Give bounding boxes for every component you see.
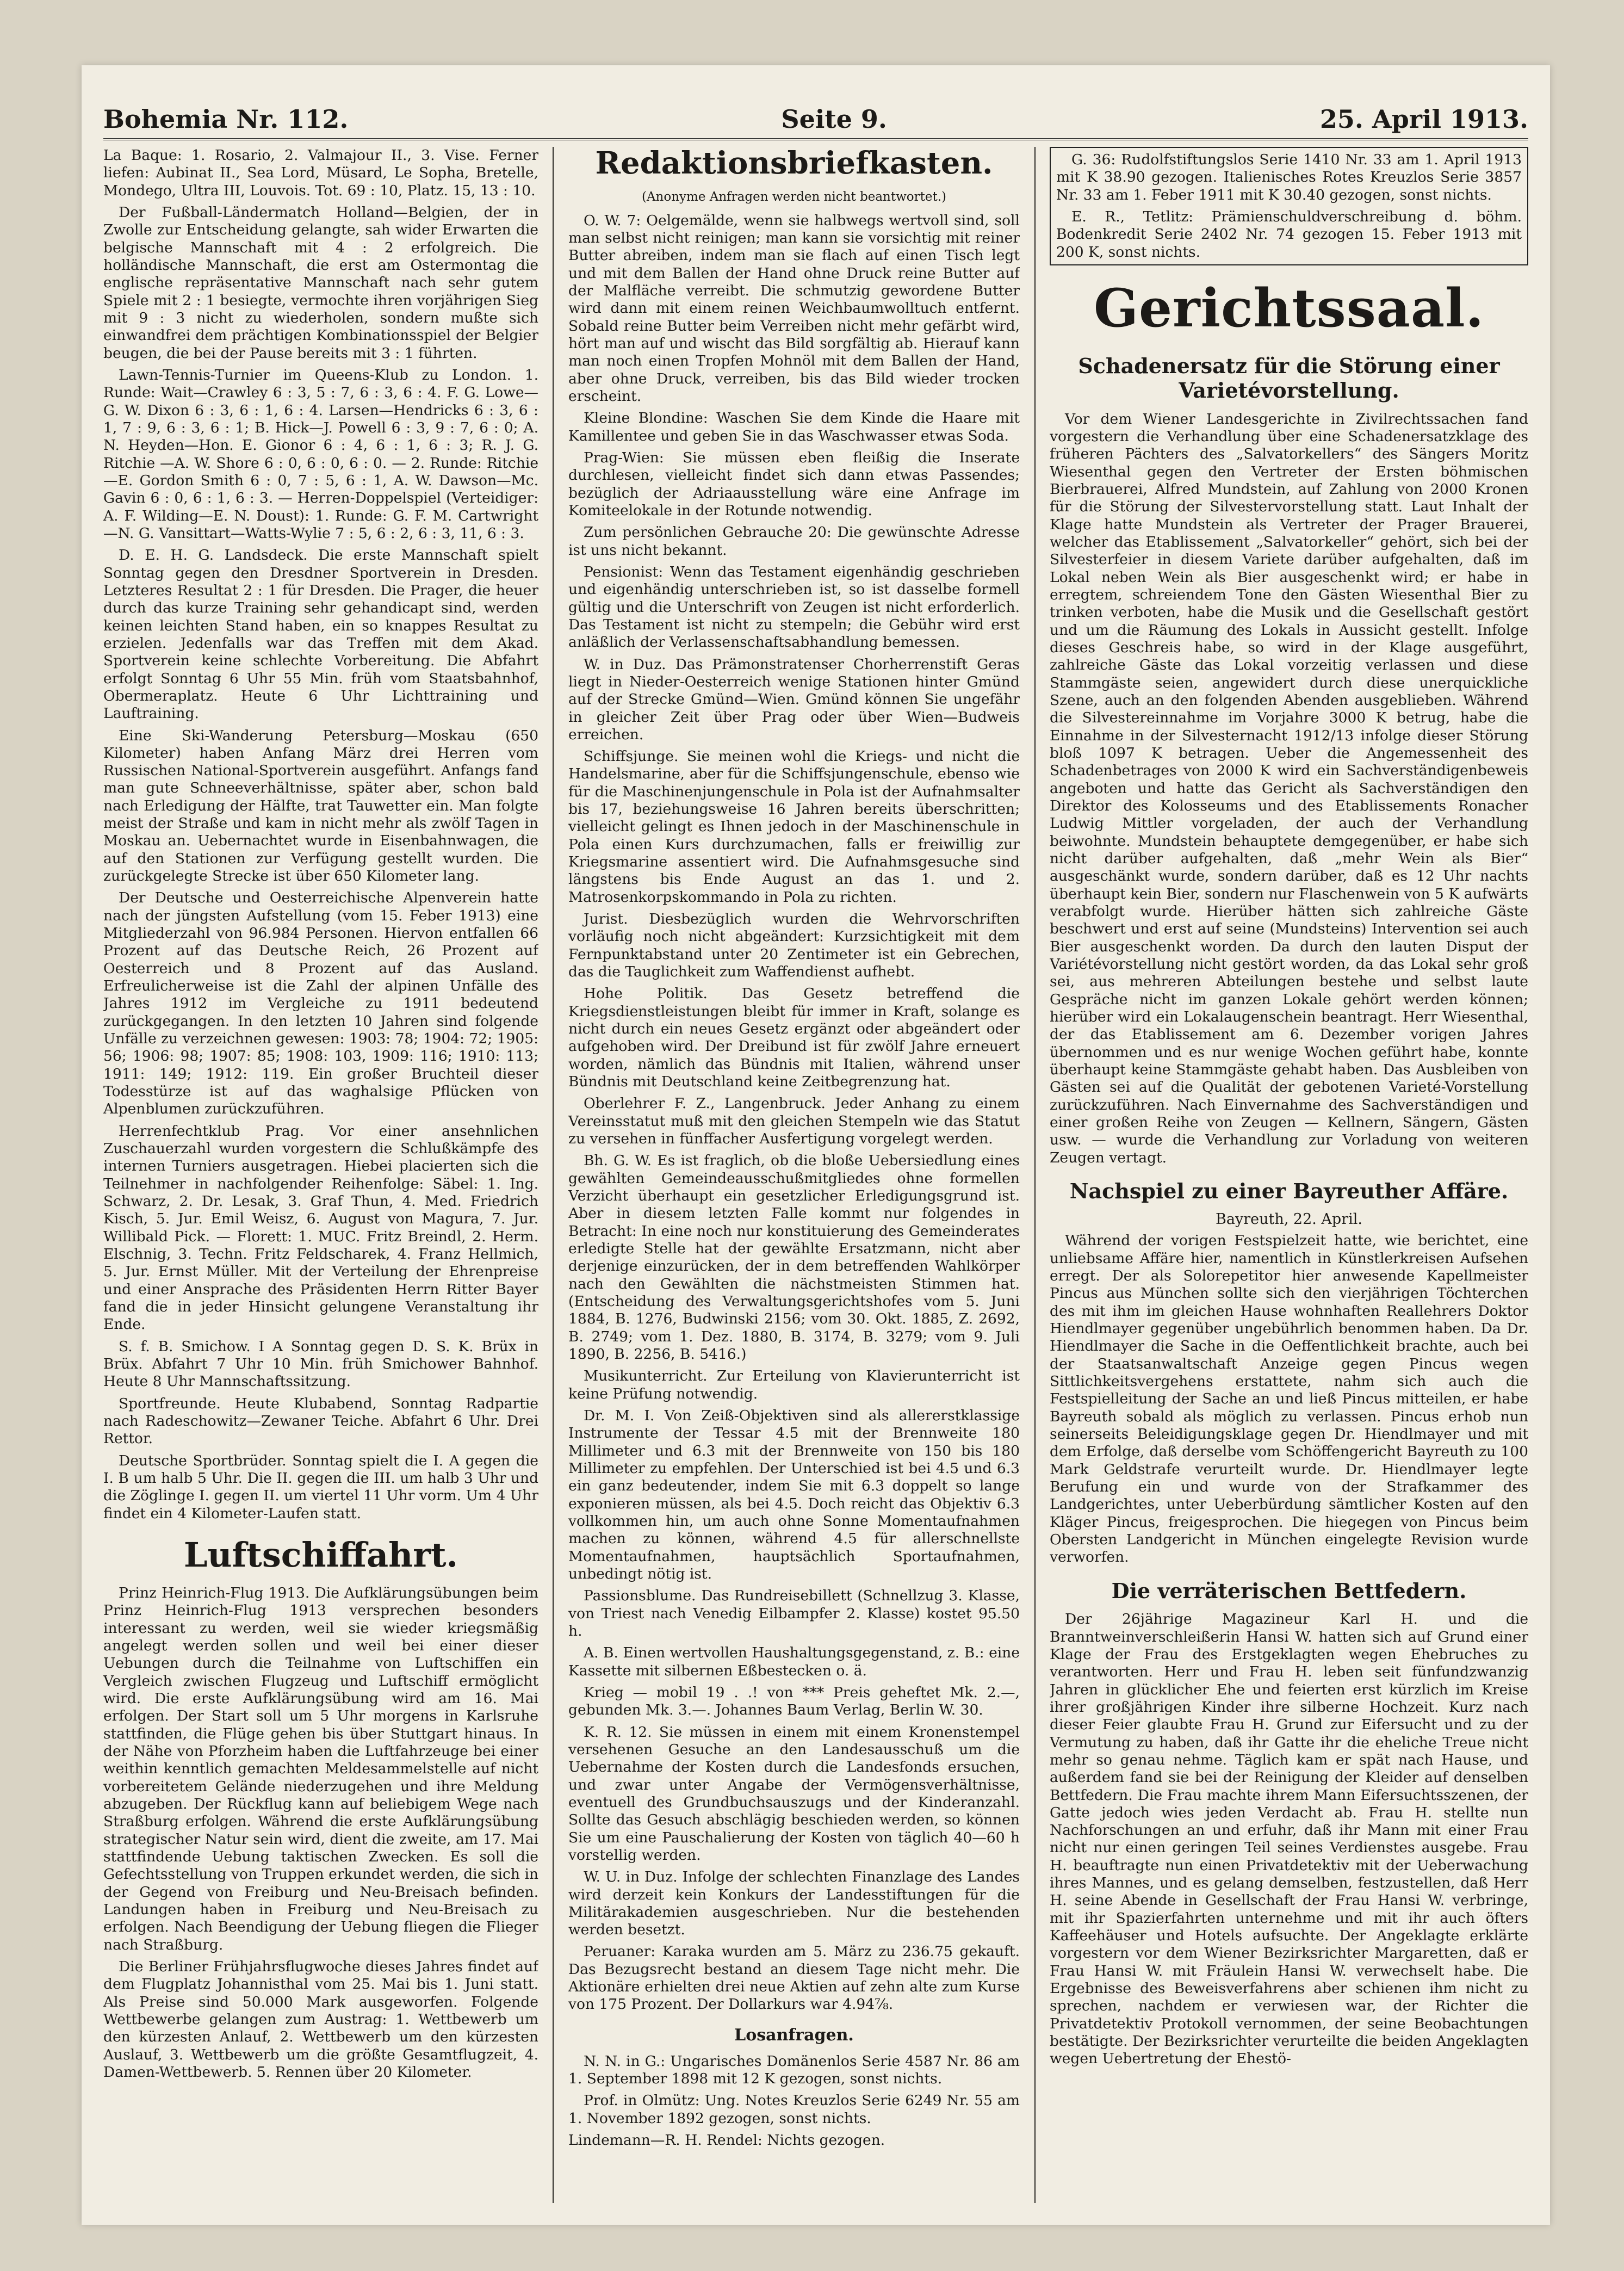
column-letters (568, 147, 1020, 2203)
article-paragraph: La Baque: 1. Rosario, 2. Valmajour II., 3. Vise. Ferner liefen: Aubinat II., Sea Lord, Müsard, Le Sopha, Bretelle, Mondego, Ultra III, Louvois. Tot. 69 : 10, Platz. 15, 13 : 10. (103, 147, 538, 199)
letter-answer: W. in Duz. Das Prämonstratenser Chorherrenstift Geras liegt in Nieder-Oesterreich wenige Stationen hinter Gmünd auf der Strecke Gmünd—Wien. Gmünd können Sie ungefähr in gleicher Zeit über Prag oder über Wien—Budweis erreichen. (568, 655, 1020, 743)
article-paragraph: Prinz Heinrich-Flug 1913. Die Aufklärungsübungen beim Prinz Heinrich-Flug 1913 versprechen besonders interessant zu werden, weil sie wieder kriegsmäßig angelegt werden sollen und weil bei einer dieser Uebungen durch die Teilnahme von Luftschiffen ein Vergleich zwischen Flugzeug und Luftschiff ermöglicht wird. Die erste Aufklärungsübung wird am 16. Mai erfolgen. Der Start soll um 5 Uhr morgens in Karlsruhe stattfinden, die Flüge gehen bis über Stuttgart hinaus. In der Nähe von Pforzheim haben die Luftfahrzeuge bei einer weithin kenntlich gemachten Meldesammelstelle auf nicht vorbereitetem Gelände niederzugehen und ihre Meldung abzugeben. Der Rückflug kann auf beliebigem Wege nach Straßburg erfolgen. Während die erste Aufklärungsübung strategischer Natur sein wird, dient die zweite, am 17. Mai stattfindende Uebung taktischen Zwecken. Es soll die Gefechtsstellung von Truppen erkundet werden, die sich in der Gegend von Freiburg und Neu-Breisach befinden. Landungen haben in Freiburg und Neu-Breisach zu erfolgen. Nach Beendigung der Uebung fliegen die Flieger nach Straßburg. (103, 1585, 538, 1953)
article-title: Nachspiel zu einer Bayreuther Affäre. (1069, 1178, 1509, 1203)
letter-answer: Krieg — mobil 19 . .! von *** Preis geheftet Mk. 2.—, gebunden Mk. 3.—. Johannes Baum Verlag, Berlin W. 30. (568, 1684, 1020, 1719)
letter-answer: O. W. 7: Oelgemälde, wenn sie halbwegs wertvoll sind, soll man selbst nicht reinigen; man kann sie vorsichtig mit reiner Butter abreiben, indem man sie flach auf einen Tisch legt und mit dem Ballen der Hand ohne Druck reine Butter auf der Malfläche verreibt. Die schmutzig gewordene Butter wird dann mit einem reinen Weichbaumwolltuch entfernt. Sobald reine Butter beim Verreiben nicht mehr gefärbt wird, hört man auf und wischt das Bild sorgfältig ab. Hierauf kann man noch einen Tropfen Mohnöl mit dem Ballen der Hand, aber ohne Druck, verreiben, bis das Bild wieder trocken erscheint. (568, 212, 1020, 405)
article-paragraph: Vor dem Wiener Landesgerichte in Zivilrechtssachen fand vorgestern die Verhandlung über eine Schadenersatzklage des früheren Pächters des „Salvatorkellers“ des Sängers Moritz Wiesenthal gegen den Vertreter der Ersten böhmischen Bierbrauerei, Alfred Mundstein, auf Zahlung von 2000 Kronen für die Störung der Silvestervorstellung statt. Laut Inhalt der Klage hatte Mundstein als Vertreter der Prager Brauerei, welcher das Etablissement „Salvatorkeller“ gehört, sich bei der Silvesterfeier in diesem Variete darüber aufgehalten, daß im Lokal neben Wein als Bier ausgeschenkt wird; er habe in erregtem, schreiendem Tone den Gästen Wiesenthal Bier zu trinken verboten, habe die Musik und die Gesellschaft gestört und um die Räumung des Lokals in Aussicht gestellt. Infolge dieses Geschreis habe, so wird in der Klage ausgeführt, zahlreiche Gäste das Lokal vorzeitig verlassen und diese Stammgäste seien, angewidert durch diese unerquickliche Szene, auch an den folgenden Abenden ausgeblieben. Während die Silvestereinnahme im Vorjahre 3000 K betrug, habe die Einnahme in der Silvesternacht 1912/13 infolge dieser Störung bloß 1097 K betragen. Ueber die Angemessenheit des Schadenbetrages von 2000 K wird ein Sachverständigenbeweis angeboten und hatte das Gericht als Sachverständigen den Direktor des Kolosseums und des Etablissements Ronacher Ludwig Mittler vorgeladen, der auch der Verhandlung beiwohnte. Mundstein behauptete demgegenüber, er habe sich nicht darüber aufgehalten, daß „mehr Wein als Bier“ ausgeschänkt wurde, sondern darüber, daß es 12 Uhr nachts überhaupt kein Bier, sondern nur Flaschenwein von 5 K aufwärts verabfolgt wurde. Hierüber hätten sich zahlreiche Gäste beschwert und erst auf seine (Mundsteins) Intervention sei auch Bier ausgeschenkt worden. Da durch den lauten Disput der Variétévorstellung nicht gestört worden, da das Lokal sehr groß sei, aus mehreren Abteilungen bestehe und selbst laute Gespräche nicht im ganzen Lokale gehört werden können; hierüber wird ein Lokalaugenschein beantragt. Herr Wiesenthal, der das Etablissement am 6. Dezember vorigen Jahres übernommen und es nur wenige Wochen geführt habe, konnte überhaupt keine Stammgäste gehabt haben. Das Ausbleiben von Gästen sei auf die Qualität der gebotenen Varieté-Vorstellung zurückzuführen. Nach Einvernahme des Sachverständigen und einer großen Reihe von Zeugen — Kellnern, Sängern, Gästen usw. — wurde die Verhandlung zur Vorladung von weiteren Zeugen vertagt. (1050, 410, 1528, 1166)
article-paragraph: Der 26jährige Magazineur Karl H. und die Branntweinverschleißerin Hansi W. hatten sich auf Grund einer Klage der Frau des Erstgeklagten wegen Ehebruches zu verantworten. Herr und Frau H. leben seit fünfundzwanzig Jahren in glücklicher Ehe und feierten erst kürzlich im Kreise ihrer großjährigen Kinder ihre silberne Hochzeit. Kurz nach dieser Feier glaubte Frau H. Grund zur Eifersucht und zu der Vermutung zu haben, daß ihr Gatte ihr die eheliche Treue nicht mehr so genau nehme. Täglich kam er spät nach Hause, und außerdem fand sie bei der Reinigung der Kleider auf denselben Bettfedern. Die Frau machte ihrem Mann Eifersuchtsszenen, der Gatte jedoch wies jeden Verdacht ab. Frau H. stellte nun Nachforschungen an und erfuhr, daß ihr Mann mit einer Frau nicht nur einen geringen Teil seines Verdienstes ausgebe. Frau H. beauftragte nun einen Privatdetektiv mit der Ueberwachung ihres Mannes, und es gelang demselben, festzustellen, daß Herr H. seine Abende in Gesellschaft der Frau Hansi W. verbringe, mit ihr Spazierfahrten unternehme und mit ihr auch öfters Kaffeehäuser und Hotels aufsuchte. Der Angeklagte erklärte vorgestern vor dem Wiener Bezirksrichter Margaretten, daß er Frau Hansi W. mit Fräulein Hansi W. verwechselt habe. Die Ergebnisse des Beweisverfahrens aber schienen ihm nicht zu sprechen, nachdem er verwiesen war, der Richter die Privatdetektiv Protokoll vernommen, der seine Beobachtungen bestätigte. Der Bezirksrichter verurteilte die beiden Angeklagten wegen Uebertretung der Ehestö- (1050, 1611, 1528, 2068)
article-paragraph: Der Deutsche und Oesterreichische Alpenverein hatte nach der jüngsten Aufstellung (vom 15. Feber 1913) eine Mitgliederzahl von 96.984 Personen. Hiervon entfallen 66 Prozent auf das Deutsche Reich, 26 Prozent auf Oesterreich und 8 Prozent auf das Ausland. Erfreulicherweise ist die Zahl der alpinen Unfälle des Jahres 1912 im Vergleiche zu 1911 bedeutend zurückgegangen. In den letzten 10 Jahren sind folgende Unfälle zu verzeichnen gewesen: 1903: 78; 1904: 72; 1905: 56; 1906: 98; 1907: 85; 1908: 103, 1909: 116; 1910: 113; 1911: 149; 1912: 119. Ein großer Bruchteil dieser Todesstürze ist auf das waghalsige Pflücken von Alpenblumen zurückzuführen. (103, 889, 538, 1118)
letter-answer: Hohe Politik. Das Gesetz betreffend die Kriegsdienstleistungen bleibt für immer in Kraft, solange es nicht durch ein neues Gesetz ergänzt oder abgeändert oder aufgehoben wird. Der Dreibund ist für zwölf Jahre erneuert worden, nämlich das Bündnis mit Italien, während unser Bündnis mit Deutschland keine Zeitbegrenzung hat. (568, 985, 1020, 1091)
lottery-answer: G. 36: Rudolfstiftungslos Serie 1410 Nr. 33 am 1. April 1913 mit K 38.90 gezogen. Italienisches Rotes Kreuzlos Serie 3857 Nr. 33 am 1. Feber 1911 mit K 30.40 gezogen, sonst nichts. (1056, 151, 1522, 203)
letter-answer: A. B. Einen wertvollen Haushaltungsgegenstand, z. B.: eine Kassette mit silbernen Eßbestecken o. ä. (568, 1644, 1020, 1679)
section-heading-luftschiffahrt: Luftschiffahrt. (183, 1534, 458, 1575)
section-subheading: (Anonyme Anfragen werden nicht beantwortet.) (641, 189, 947, 204)
article-paragraph: Eine Ski-Wanderung Petersburg—Moskau (650 Kilometer) haben Anfang März drei Herren vom Russischen National-Sportverein ausgeführt. Anfangs fand man gute Schneeverhältnisse, später aber, schon bald nach Erledigung der Hälfte, trat Tauwetter ein. Man folgte meist der Straße und kam in nicht mehr als zwölf Tagen in Moskau an. Uebernachtet wurde in Eisenbahnwagen, die auf den Stationen zur Verfügung gestellt wurden. Die zurückgelegte Strecke ist über 650 Kilometer lang. (103, 727, 538, 885)
article-title: Die verräterischen Bettfedern. (1111, 1578, 1467, 1603)
section-heading-redaktionsbriefkasten: Redaktionsbriefkasten. (595, 147, 993, 181)
lottery-answer: N. N. in G.: Ungarisches Domänenlos Serie 4587 Nr. 86 am 1. September 1898 mit 12 K gezogen, sonst nichts. (568, 2052, 1020, 2088)
letter-answer: Musikunterricht. Zur Erteilung von Klavierunterricht ist keine Prüfung notwendig. (568, 1367, 1020, 1402)
column-court (1050, 147, 1528, 2203)
letter-answer: Kleine Blondine: Waschen Sie dem Kinde die Haare mit Kamillentee und geben Sie in das Waschwasser etwas Soda. (568, 410, 1020, 444)
column-divider (553, 147, 554, 2203)
letter-answer: W. U. in Duz. Infolge der schlechten Finanzlage des Landes wird derzeit kein Konkurs der Landesstiftungen für die Militärakademien ausgeschrieben. Nur die bestehenden werden besetzt. (568, 1868, 1020, 1939)
letter-answer: Zum persönlichen Gebrauche 20: Die gewünschte Adresse ist uns nicht bekannt. (568, 524, 1020, 559)
article-paragraph: Der Fußball-Ländermatch Holland—Belgien, der in Zwolle zur Entscheidung gelangte, sah wider Erwarten die belgische Mannschaft mit 4 : 2 erfolgreich. Die holländische Mannschaft, die erst am Ostermontag die englische repräsentative Mannschaft nach sehr gutem Spiele mit 2 : 1 besiegte, vermochte ihren vorjährigen Sieg mit 9 : 3 nicht zu wiederholen, sondern mußte sich einwandfrei dem prächtigen Kombinationsspiel der Belgier beugen, die bei der Pause bereits mit 3 : 1 führten. (103, 203, 538, 362)
letter-answer: Dr. M. I. Von Zeiß-Objektiven sind als allererstklassige Instrumente der Tessar 4.5 mit der Brennweite 180 Millimeter und 6.3 mit der Brennweite von 150 bis 180 Millimeter zu empfehlen. Der Unterschied ist bei 4.5 und 6.3 ein ganz bedeutender, indem Sie mit 6.3 doppelt so lange exponieren müssen, als bei 4.5. Doch reicht das Objektiv 6.3 vollkommen hin, um auch ohne Sonne Momentaufnahmen machen zu können, während 4.5 für allerschnellste Momentaufnahmen, hauptsächlich Sportaufnahmen, unbedingt nötig ist. (568, 1407, 1020, 1582)
lottery-answer: Prof. in Olmütz: Ung. Notes Kreuzlos Serie 6249 Nr. 55 am 1. November 1892 gezogen, sonst nichts. (568, 2092, 1020, 2127)
letter-answer: Bh. G. W. Es ist fraglich, ob die bloße Uebersiedlung eines gewählten Gemeindeausschußmitgliedes ohne formellen Verzicht überhaupt ein gesetzlicher Erledigungsgrund ist. Aber in diesem letzten Falle kommt nur folgendes in Betracht: In eine noch nur konstituierung des Gemeinderates erledigte Stelle hat der gewählte Ersatzmann, nicht aber derjenige einzurücken, der in dem betreffenden Wahlkörper nach den Gewählten die nächstmeisten Stimmen hat. (Entscheidung des Verwaltungsgerichtshofes vom 5. Juni 1884, B. 1276, Budwinski 2156; vom 30. Okt. 1885, Z. 2692, B. 2749; vom 1. Dez. 1880, B. 3174, B. 3279; vom 9. Juli 1890, B. 2256, B. 5416.) (568, 1152, 1020, 1363)
letter-answer: Schiffsjunge. Sie meinen wohl die Kriegs- und nicht die Handelsmarine, aber für die Schiffsjungenschule, ebenso wie für die Maschinenjungenschule in Pola ist der Aufnahmsalter bis 17, beziehungsweise 16 Jahren bereits überschritten; vielleicht gelingt es Ihnen jedoch in der Maschinenschule in Pola einen Kurs durchzumachen, falls er freiwillig zur Kriegsmarine assentiert wird. Die Aufnahmsgesuche sind längstens bis Ende August an das 1. und 2. Matrosenkorpskommando in Pola zu richten. (568, 748, 1020, 906)
header-page-number: Seite 9. (781, 104, 887, 134)
lottery-answer: Lindemann—R. H. Rendel: Nichts gezogen. (568, 2132, 885, 2149)
letter-answer: K. R. 12. Sie müssen in einem mit einem Kronenstempel versehenen Gesuche an den Landesausschuß um die Uebernahme der Kosten durch die Landesfonds ersuchen, und zwar unter Angabe der Vermögensverhältnisse, eventuell des Grundbuchsauszugs und der Kinderanzahl. Sollte das Gesuch abschlägig beschieden werden, so können Sie um eine Pauschalierung der Kosten von täglich 40—60 h vorstellig werden. (568, 1723, 1020, 1864)
article-paragraph: D. E. H. G. Landsdeck. Die erste Mannschaft spielt Sonntag gegen den Dresdner Sportverein in Dresden. Letzteres Resultat 2 : 1 für Dresden. Die Prager, die heuer durch das kurze Training sehr gehandicapt sind, werden keinen leichten Stand haben, ein so knappes Resultat zu erzielen. Jedenfalls war das Treffen mit dem Akad. Sportverein keine schlechte Vorbereitung. Die Abfahrt erfolgt Sonntag 6 Uhr 55 Min. früh vom Staatsbahnhof, Obermeraplatz. Heute 6 Uhr Lichttraining und Lauftraining. (103, 547, 538, 722)
letter-answer: Passionsblume. Das Rundreisebillett (Schnellzug 3. Klasse, von Triest nach Venedig Eilbampfer 2. Klasse) kostet 95.50 h. (568, 1587, 1020, 1639)
article-paragraph: Deutsche Sportbrüder. Sonntag spielt die I. A gegen die I. B um halb 5 Uhr. Die II. gegen die III. um halb 3 Uhr und die Zöglinge I. gegen II. um viertel 11 Uhr vorm. Um 4 Uhr findet ein 4 Kilometer-Laufen statt. (103, 1452, 538, 1522)
letter-answer: Jurist. Diesbezüglich wurden die Wehrvorschriften vorläufig noch nicht abgeändert: Kurzsichtigkeit mit dem Fernpunktabstand unter 20 Zentimeter ist ein Gebrechen, das die Tauglichkeit zum Waffendienst aufhebt. (568, 911, 1020, 981)
header-issue: Bohemia Nr. 112. (103, 104, 349, 134)
subheading-losanfragen: Losanfragen. (734, 2025, 854, 2045)
article-paragraph: Während der vorigen Festspielzeit hatte, wie berichtet, eine unliebsame Affäre hier, namentlich in Künstlerkreisen Aufsehen erregt. Der als Solorepetitor hier anwesende Kapellmeister Pincus aus München sollte sich den vierjährigen Töchterchen des mit ihm im gleichen Hause wohnhaften Reallehrers Doktor Hiendlmayer gegenüber ungebührlich benommen haben. Da Dr. Hiendlmayer die Sache in die Oeffentlichkeit brachte, auch bei der Staatsanwaltschaft Anzeige gegen Pincus wegen Sittlichkeitsvergehens erstattete, nahm sich auch die Festspielleitung der Sache an und ließ Pincus mitteilen, er habe Bayreuth sobald als möglich zu verlassen. Pincus erhob nun seinerseits Beleidigungsklage gegen Dr. Hiendlmayer und mit dem Erfolge, daß derselbe vom Schöffengericht Bayreuth zu 100 Mark Geldstrafe verurteilt wurde. Dr. Hiendlmayer legte Berufung ein und wurde von der Strafkammer des Landgerichtes, unter Ueberbürdung sämtlicher Kosten auf den Kläger Pincus, freigesprochen. Die hiegegen von Pincus beim Obersten Landgericht in München eingelegte Revision wurde verworfen. (1050, 1232, 1528, 1566)
dateline: Bayreuth, 22. April. (1216, 1211, 1362, 1228)
page-header (103, 96, 1528, 140)
column-divider (1034, 147, 1036, 2203)
article-paragraph: Lawn-Tennis-Turnier im Queens-Klub zu London. 1. Runde: Wait—Crawley 6 : 3, 5 : 7, 6 : 3, 6 : 4. F. G. Lowe—G. W. Dixon 6 : 3, 6 : 1, 6 : 4. Larsen—Hendricks 6 : 3, 6 : 1, 7 : 9, 6 : 3, 6 : 1; B. Hick—J. Powell 6 : 3, 9 : 7, 6 : 0; A. N. Heyden—Hon. E. Gionor 6 : 4, 6 : 1, 6 : 3; R. J. G. Ritchie —A. W. Shore 6 : 0, 6 : 0, 6 : 0. — 2. Runde: Ritchie —E. Gordon Smith 6 : 0, 7 : 5, 6 : 1, A. W. Dawson—Mc. Gavin 6 : 0, 6 : 1, 6 : 3. — Herren-Doppelspiel (Verteidiger: A. F. Wilding—E. N. Doust): 1. Runde: G. F. M. Cartwright—N. G. Vansittart—Watts-Wylie 7 : 5, 6 : 2, 6 : 3, 11, 6 : 3. (103, 366, 538, 542)
letter-answer: Peruaner: Karaka wurden am 5. März zu 236.75 gekauft. Das Bezugsrecht bestand an diesem Tage nicht mehr. Die Aktionäre erhielten drei neue Aktien auf zehn alte zum Kurse von 175 Prozent. Der Dollarkurs war 4.94⅞. (568, 1943, 1020, 2013)
column-sports (103, 147, 538, 2203)
section-heading-gerichtssaal: Gerichtssaal. (1093, 277, 1485, 339)
article-paragraph: Die Berliner Frühjahrsflugwoche dieses Jahres findet auf dem Flugplatz Johannisthal vom 25. Mai bis 1. Juni statt. Als Preise sind 50.000 Mark ausgeworfen. Folgende Wettbewerbe gelangen zum Austrag: 1. Wettbewerb um den kürzesten Anlauf, 2. Wettbewerb um den kürzesten Auslauf, 3. Wettbewerb um die größte Gesamtflugzeit, 4. Damen-Wettbewerb. 5. Rennen über 20 Kilometer. (103, 1958, 538, 2081)
lottery-answer: E. R., Tetlitz: Prämienschuldverschreibung d. böhm. Bodenkredit Serie 2402 Nr. 74 gezogen 15. Feber 1913 mit 200 K, sonst nichts. (1056, 208, 1522, 261)
lottery-box (1050, 147, 1528, 265)
letter-answer: Oberlehrer F. Z., Langenbruck. Jeder Anhang zu einem Vereinsstatut muß mit den gleichen Stempeln wie das Statut zu versehen in fünffacher Ausfertigung vorgelegt werden. (568, 1095, 1020, 1148)
letter-answer: Prag-Wien: Sie müssen eben fleißig die Inserate durchlesen, vielleicht findet sich dann etwas Passendes; bezüglich der Adriaausstellung wäre eine Anfrage im Komiteelokale in der Rotunde notwendig. (568, 449, 1020, 519)
article-title: Schadenersatz für die Störung einer Varietévorstellung. (1078, 353, 1500, 403)
article-paragraph: S. f. B. Smichow. I A Sonntag gegen D. S. K. Brüx in Brüx. Abfahrt 7 Uhr 10 Min. früh Smichower Bahnhof. Heute 8 Uhr Mannschaftssitzung. (103, 1338, 538, 1390)
article-paragraph: Sportfreunde. Heute Klubabend, Sonntag Radpartie nach Radeschowitz—Zewaner Teiche. Abfahrt 6 Uhr. Drei Rettor. (103, 1395, 538, 1447)
header-date: 25. April 1913. (1319, 104, 1528, 134)
letter-answer: Pensionist: Wenn das Testament eigenhändig geschrieben und eigenhändig unterschrieben ist, so ist dasselbe formell gültig und die Unterschrift von Zeugen ist nicht erforderlich. Das Testament ist nicht zu stempeln; die Gebühr wird erst anläßlich der Verlassenschaftsabhandlung bemessen. (568, 563, 1020, 651)
newspaper-page (82, 65, 1550, 2225)
article-paragraph: Herrenfechtklub Prag. Vor einer ansehnlichen Zuschauerzahl wurden vorgestern die Schlußkämpfe des internen Turniers ausgetragen. Hiebei placierten sich die Teilnehmer in nachfolgender Reihenfolge: Säbel: 1. Ing. Schwarz, 2. Dr. Lesak, 3. Graf Thun, 4. Med. Friedrich Kisch, 5. Jur. Emil Weisz, 6. August von Magura, 7. Jur. Willibald Pick. — Florett: 1. MUC. Fritz Breindl, 2. Herm. Elschnig, 3. Techn. Fritz Feldscharek, 4. Franz Hellmich, 5. Jur. Ernst Müller. Mit der Verteilung der Ehrenpreise und einer Ansprache des Präsidenten Herrn Ritter Bayer fand die in jeder Hinsicht gelungene Veranstaltung ihr Ende. (103, 1122, 538, 1333)
